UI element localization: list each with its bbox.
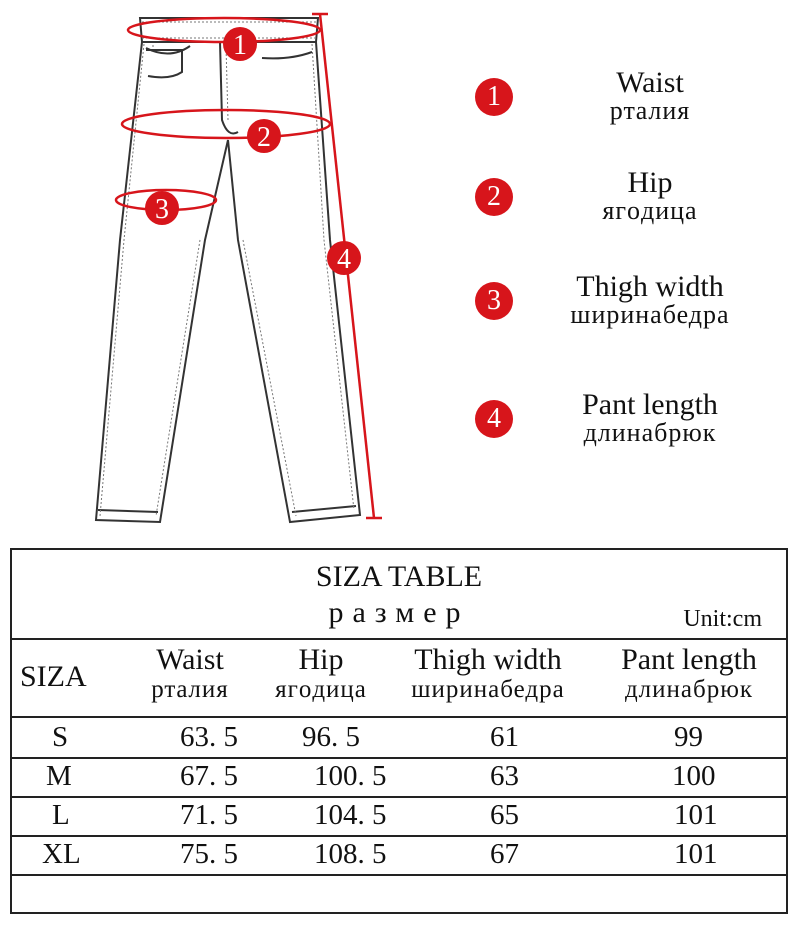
header-length-ru: длинабрюк: [624, 676, 754, 703]
legend-label-en: Pant length: [582, 388, 718, 421]
legend-item-length: [470, 388, 790, 458]
marker-2-icon: 2: [475, 178, 513, 216]
header-thigh-en: Thigh width: [414, 643, 562, 676]
cell-hip: 96. 5: [302, 721, 360, 753]
header-size: SIZA: [20, 660, 87, 693]
cell-hip: 104. 5: [314, 799, 387, 831]
legend-label-en: Hip: [627, 166, 673, 199]
cell-size: XL: [42, 838, 81, 870]
header-hip: [258, 644, 384, 704]
header-waist-en: Waist: [156, 643, 224, 676]
legend-item-waist: [470, 66, 790, 136]
header-waist-ru: ртaлия: [151, 676, 229, 703]
cell-thigh: 63: [490, 760, 519, 792]
legend-label-ru: длинабрюк: [583, 418, 717, 447]
marker-3-icon: 3: [475, 282, 513, 320]
legend-item-thigh: [470, 270, 790, 340]
legend-label-en: Thigh width: [576, 270, 724, 303]
cell-length: 101: [674, 838, 718, 870]
cell-thigh: 61: [490, 721, 519, 753]
legend-label-en: Waist: [616, 66, 684, 99]
cell-size: M: [46, 760, 72, 792]
table-row: [12, 835, 786, 876]
cell-length: 100: [672, 760, 716, 792]
cell-waist: 71. 5: [180, 799, 238, 831]
marker-1-icon: 1: [475, 78, 513, 116]
header-hip-en: Hip: [298, 643, 344, 676]
legend-label-ru: ширинабедра: [570, 300, 730, 329]
header-length-en: Pant length: [621, 643, 757, 676]
pants-outline: [96, 18, 360, 522]
header-waist: [130, 644, 250, 704]
pants-stitching: [100, 22, 354, 516]
svg-text:1: 1: [233, 30, 247, 61]
table-header-row: [12, 638, 786, 718]
table-row: [12, 757, 786, 798]
cell-hip: 108. 5: [314, 838, 387, 870]
cell-size: S: [52, 721, 69, 753]
svg-text:3: 3: [155, 194, 169, 225]
cell-thigh: 65: [490, 799, 519, 831]
cell-size: L: [52, 799, 70, 831]
table-title-cell: [12, 550, 786, 640]
cell-length: 101: [674, 799, 718, 831]
table-row: [12, 796, 786, 837]
table-unit: Unit:cm: [683, 606, 762, 632]
cell-length: 99: [674, 721, 703, 753]
svg-text:4: 4: [337, 244, 351, 275]
cell-waist: 67. 5: [180, 760, 238, 792]
table-title: SIZA TABLE: [315, 560, 483, 593]
header-hip-ru: ягoдицa: [275, 676, 367, 703]
header-thigh-ru: ширинабедра: [411, 676, 565, 703]
header-length: [604, 644, 774, 704]
cell-waist: 75. 5: [180, 838, 238, 870]
measure-markers: [145, 27, 361, 275]
table-subtitle: размер: [328, 596, 470, 629]
marker-4-icon: 4: [475, 400, 513, 438]
table-empty-row: [12, 874, 786, 914]
legend-label-ru: ягoдицa: [602, 196, 698, 225]
legend-item-hip: [470, 166, 790, 236]
table-row: [12, 718, 786, 759]
legend-label-ru: ртaлия: [609, 96, 691, 125]
cell-waist: 63. 5: [180, 721, 238, 753]
cell-hip: 100. 5: [314, 760, 387, 792]
size-table: [10, 548, 788, 914]
cell-thigh: 67: [490, 838, 519, 870]
header-thigh: [388, 644, 588, 704]
svg-text:2: 2: [257, 122, 271, 153]
